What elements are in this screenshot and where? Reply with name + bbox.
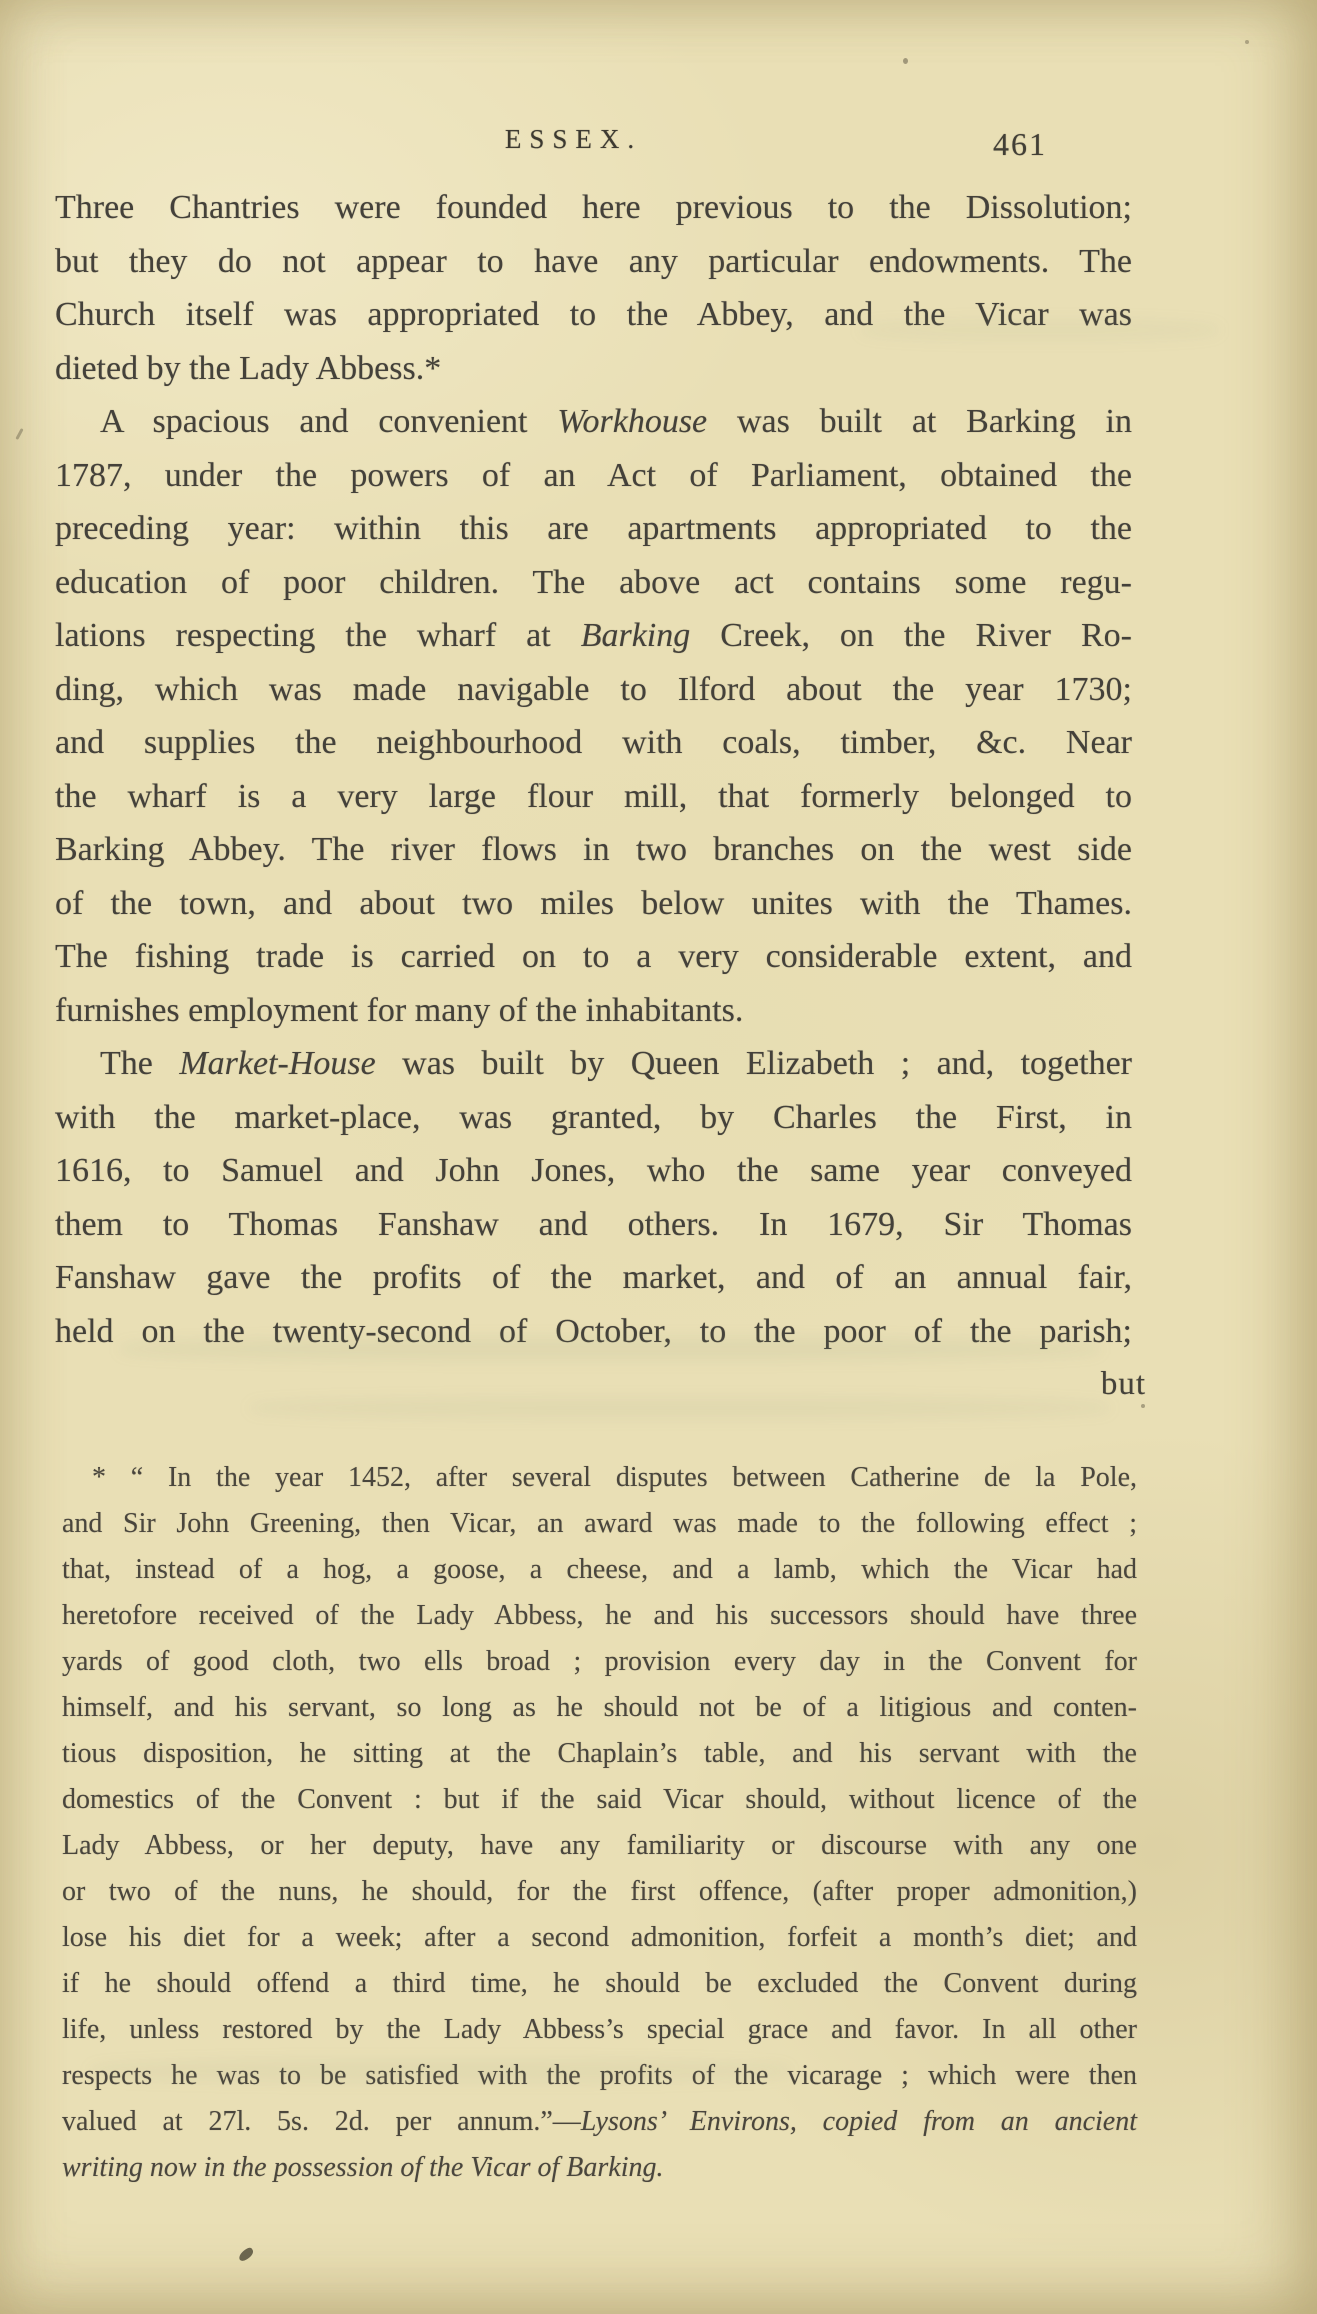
- text-line: if he should offend a third time, he should be excluded the Convent during: [62, 1968, 1137, 1999]
- text-line: Barking Abbey. The river flows in two branches on the west side: [55, 831, 1132, 868]
- text-line: but they do not appear to have any particular endowments. The: [55, 242, 1132, 280]
- text-line: himself, and his servant, so long as he should not be of a litigious and conten-: [62, 1692, 1137, 1723]
- text-line: respects he was to be satisfied with the profits of the vicarage ; which were then: [62, 2060, 1137, 2091]
- text-line: Lady Abbess, or her deputy, have any familiarity or discourse with any one: [62, 1830, 1137, 1861]
- text-line: tious disposition, he sitting at the Chaplain’s table, and his servant with the: [62, 1738, 1137, 1769]
- text-line: yards of good cloth, two ells broad ; provision every day in the Convent for: [62, 1646, 1137, 1677]
- text-line: with the market-place, was granted, by Charles the First, in: [55, 1098, 1132, 1136]
- text-line: writing now in the possession of the Vicar of Barking.: [62, 2152, 664, 2183]
- text-line: of the town, and about two miles below unites with the Thames.: [55, 884, 1132, 922]
- running-title: ESSEX.: [504, 124, 643, 154]
- text-line: lose his diet for a week; after a second admonition, forfeit a month’s diet; and: [62, 1922, 1137, 1953]
- ink-mark: [237, 2246, 255, 2262]
- text-line: 1787, under the powers of an Act of Parliament, obtained the: [55, 456, 1132, 494]
- text-line: them to Thomas Fanshaw and others. In 1679, Sir Thomas: [55, 1205, 1132, 1243]
- text-line: that, instead of a hog, a goose, a cheese, and a lamb, which the Vicar had: [62, 1554, 1137, 1585]
- text-line: Three Chantries were founded here previous to the Dissolution;: [55, 189, 1132, 226]
- text-line: 1616, to Samuel and John Jones, who the same year conveyed: [55, 1152, 1132, 1189]
- running-head: [55, 124, 1132, 168]
- text-line: lations respecting the wharf at Barking Creek, on the River Ro-: [55, 617, 1132, 654]
- text-line: life, unless restored by the Lady Abbess’s special grace and favor. In all other: [62, 2014, 1137, 2045]
- text-line: dieted by the Lady Abbess.*: [55, 349, 442, 387]
- main-text-block: [55, 181, 1146, 1412]
- footnote-block: [62, 1455, 1137, 2191]
- ink-speck: [15, 428, 23, 440]
- text-line: valued at 27l. 5s. 2d. per annum.”—Lysons’ Environs, copied from an ancient: [62, 2106, 1137, 2137]
- catchword: but: [1100, 1366, 1146, 1402]
- footnote-paragraphs: [62, 1455, 1137, 2191]
- text-line: furnishes employment for many of the inhabitants.: [55, 991, 744, 1029]
- text-line: ding, which was made navigable to Ilford about the year 1730;: [55, 670, 1132, 708]
- text-line: or two of the nuns, he should, for the first offence, (after proper admonition,): [62, 1876, 1137, 1907]
- text-line: preceding year: within this are apartments appropriated to the: [55, 510, 1132, 547]
- text-line: and supplies the neighbourhood with coals, timber, &c. Near: [55, 724, 1132, 761]
- text-line: Church itself was appropriated to the Abbey, and the Vicar was: [55, 296, 1132, 333]
- text-line: held on the twenty-second of October, to the poor of the parish;: [55, 1312, 1132, 1350]
- text-line: heretofore received of the Lady Abbess, he and his successors should have three: [62, 1600, 1137, 1631]
- ink-speck: [903, 58, 908, 64]
- text-line: * “ In the year 1452, after several disputes between Catherine de la Pole,: [92, 1462, 1137, 1493]
- text-line: A spacious and convenient Workhouse was built at Barking in: [100, 403, 1132, 440]
- text-line: domestics of the Convent : but if the said Vicar should, without licence of the: [62, 1784, 1137, 1815]
- text-line: Fanshaw gave the profits of the market, and of an annual fair,: [55, 1259, 1132, 1296]
- page-number: 461: [993, 126, 1047, 162]
- text-line: The Market-House was built by Queen Elizabeth ; and, together: [100, 1045, 1133, 1082]
- ink-speck: [1245, 40, 1249, 44]
- body-paragraphs: [55, 181, 1132, 1358]
- text-line: The fishing trade is carried on to a very considerable extent, and: [55, 938, 1132, 975]
- text-line: and Sir John Greening, then Vicar, an award was made to the following effect ;: [62, 1508, 1137, 1539]
- text-line: the wharf is a very large flour mill, that formerly belonged to: [55, 777, 1132, 815]
- text-line: education of poor children. The above act contains some regu-: [55, 563, 1132, 601]
